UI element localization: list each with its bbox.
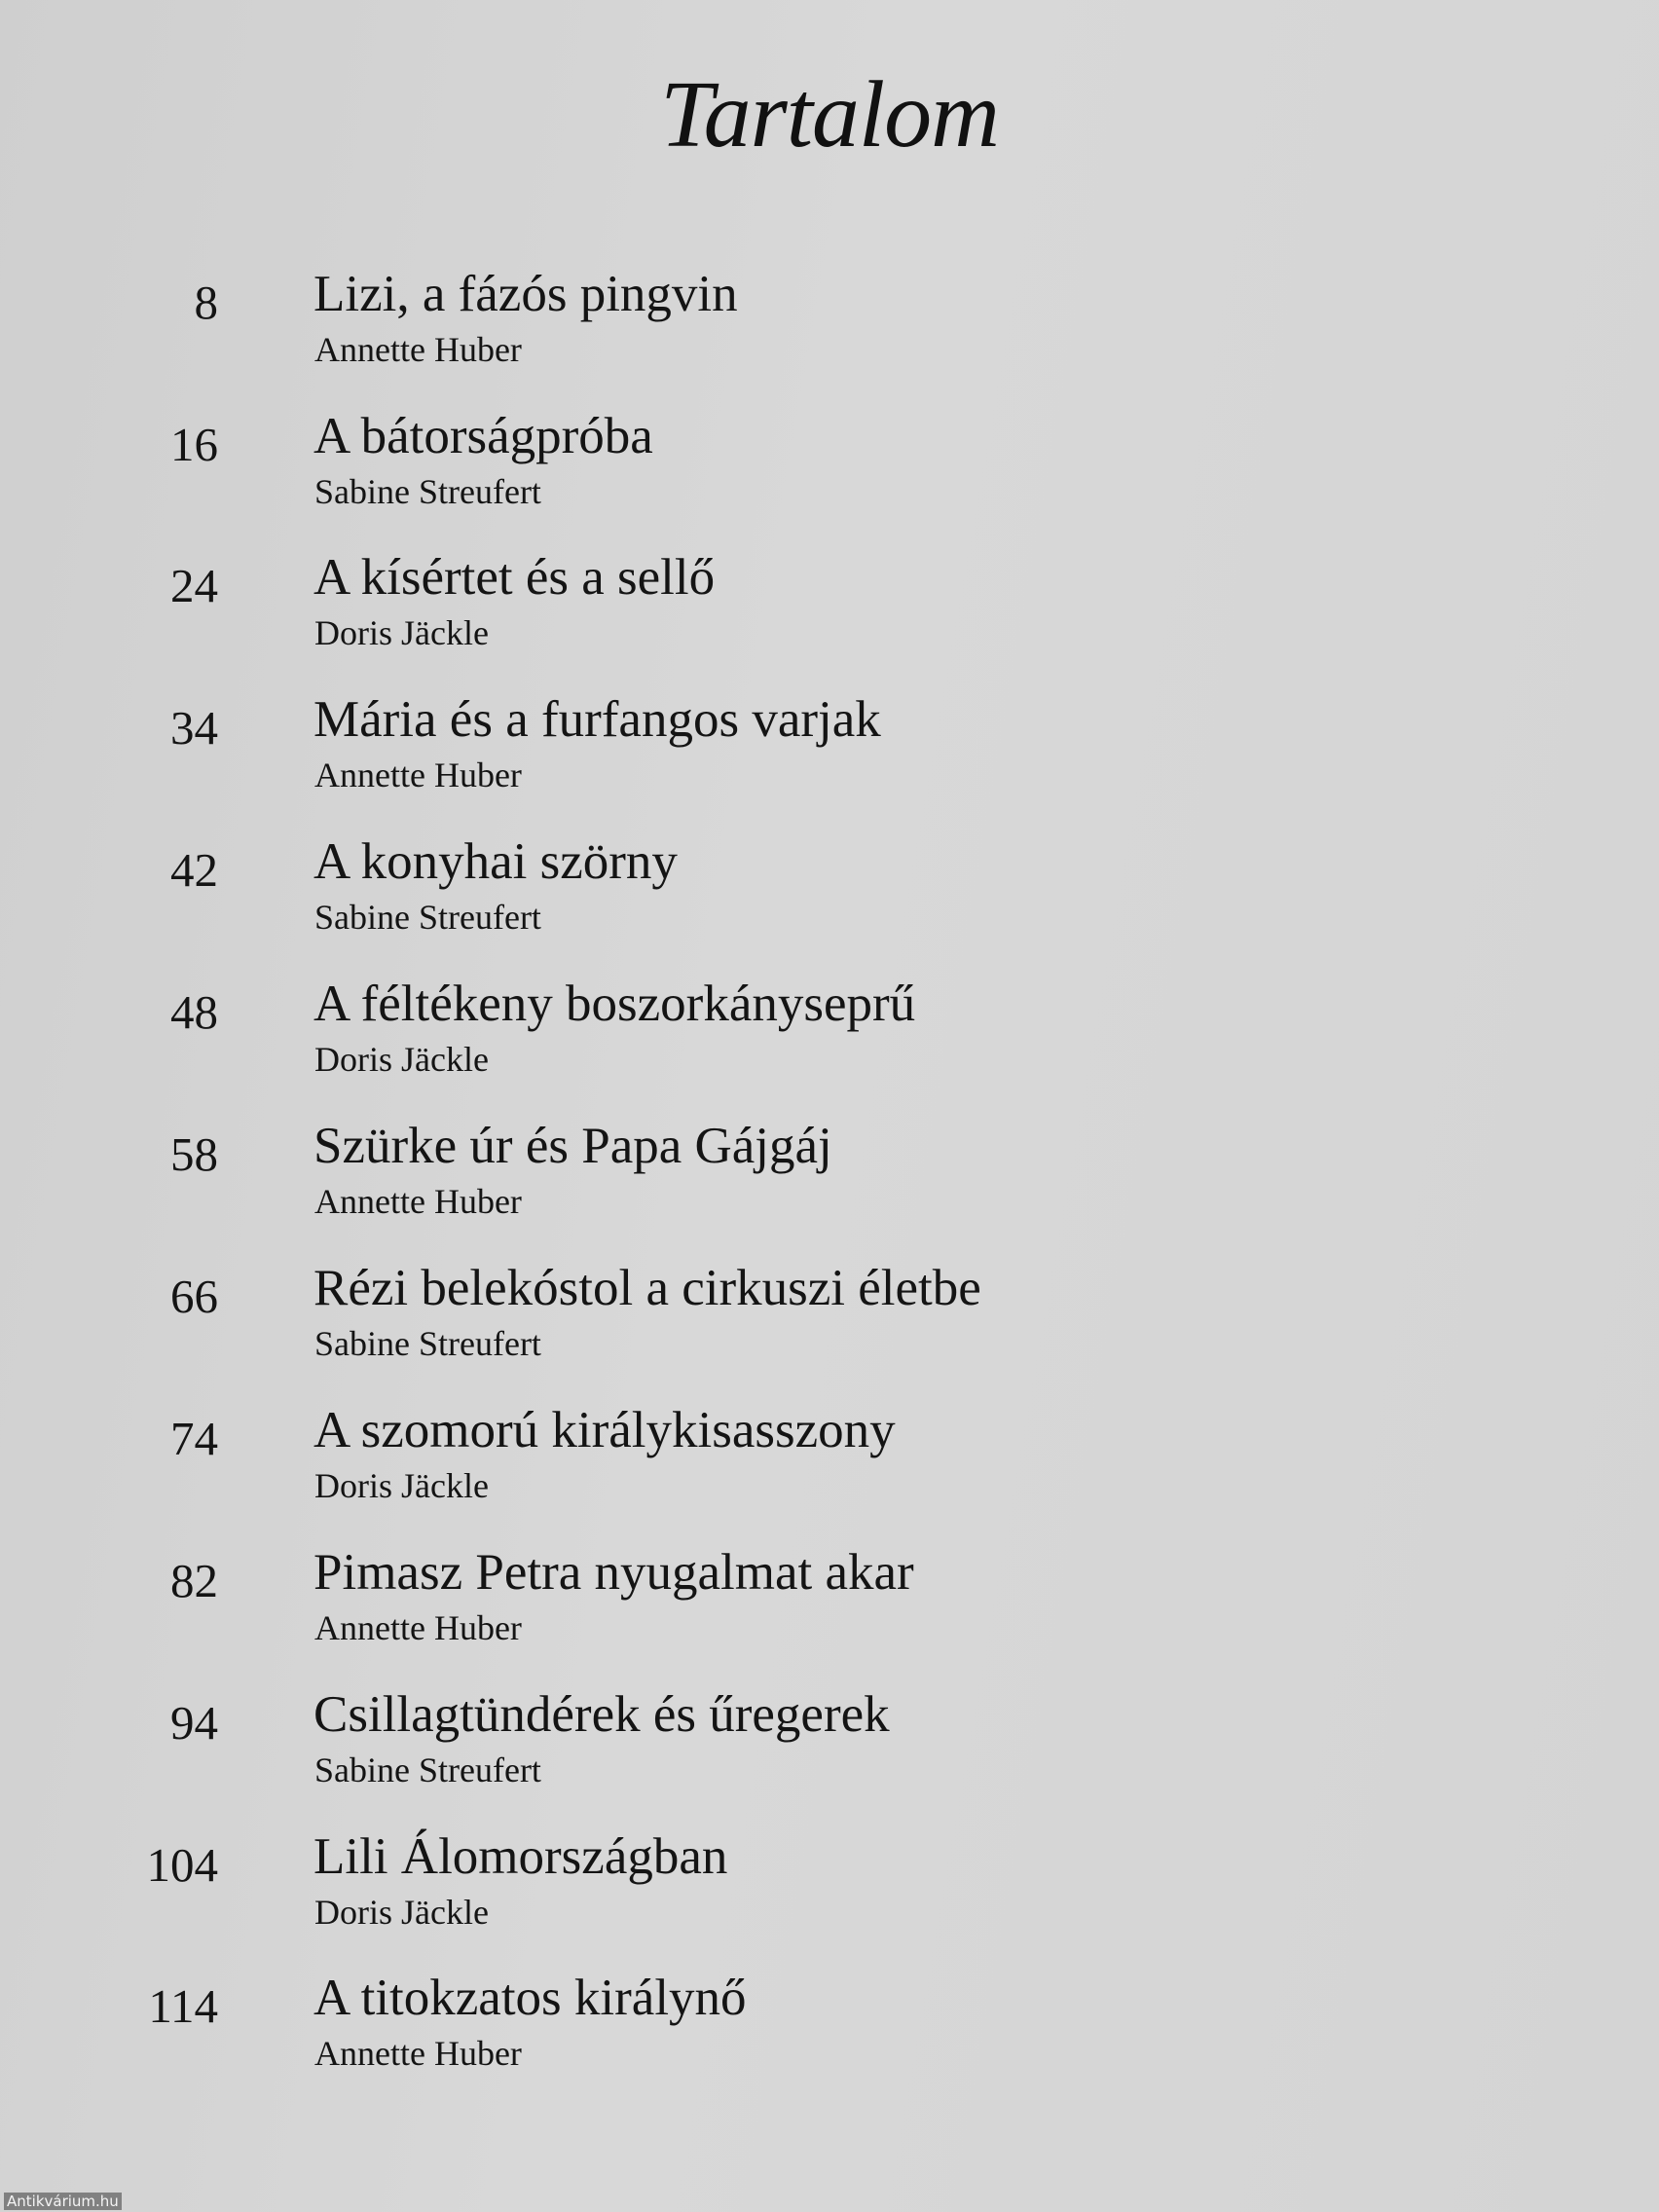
toc-story-author: Sabine Streufert <box>314 1751 541 1789</box>
toc-entry <box>0 1827 1659 1964</box>
toc-page-number: 58 <box>170 1127 218 1181</box>
toc-page-number: 24 <box>170 559 218 612</box>
toc-page-number: 8 <box>194 276 218 329</box>
toc-page-number: 34 <box>170 701 218 755</box>
toc-story-title: Csillagtündérek és űregerek <box>313 1686 890 1743</box>
toc-entry <box>0 1401 1659 1537</box>
toc-entry <box>0 1969 1659 2105</box>
toc-entry <box>0 1259 1659 1395</box>
toc-story-author: Annette Huber <box>314 330 522 369</box>
toc-story-title: A bátorságpróba <box>313 408 653 464</box>
toc-page-number: 16 <box>170 418 218 471</box>
toc-page-number: 48 <box>170 985 218 1039</box>
toc-page-number: 82 <box>170 1554 218 1607</box>
toc-story-title: Szürke úr és Papa Gájgáj <box>313 1118 832 1174</box>
toc-story-author: Annette Huber <box>314 1182 522 1221</box>
toc-story-title: Lizi, a fázós pingvin <box>313 266 738 322</box>
toc-story-author: Doris Jäckle <box>314 613 489 652</box>
page-title: Tartalom <box>660 62 999 167</box>
toc-page-number: 104 <box>146 1838 218 1892</box>
toc-story-author: Sabine Streufert <box>314 472 541 511</box>
toc-entry <box>0 832 1659 969</box>
toc-story-title: Rézi belekóstol a cirkuszi életbe <box>313 1260 981 1316</box>
toc-story-author: Doris Jäckle <box>314 1040 489 1079</box>
toc-story-author: Annette Huber <box>314 2034 522 2073</box>
toc-story-title: Pimasz Petra nyugalmat akar <box>313 1544 914 1601</box>
toc-story-title: Lili Álomországban <box>313 1828 728 1885</box>
toc-entry <box>0 1117 1659 1253</box>
toc-story-title: A féltékeny boszorkányseprű <box>313 976 916 1032</box>
toc-page-number: 114 <box>148 1979 218 2033</box>
toc-entry <box>0 548 1659 684</box>
toc-page-number: 42 <box>170 843 218 897</box>
toc-entry <box>0 407 1659 543</box>
toc-entry <box>0 975 1659 1111</box>
toc-story-title: A titokzatos királynő <box>313 1970 747 2026</box>
toc-story-author: Doris Jäckle <box>314 1466 489 1505</box>
toc-page-number: 94 <box>170 1696 218 1750</box>
toc-story-author: Sabine Streufert <box>314 1324 541 1363</box>
table-of-contents <box>0 265 1659 2095</box>
watermark: Antikvárium.hu <box>4 2193 122 2210</box>
toc-entry <box>0 690 1659 827</box>
toc-story-title: Mária és a furfangos varjak <box>313 691 881 748</box>
toc-story-title: A konyhai szörny <box>313 833 678 890</box>
toc-story-title: A szomorú királykisasszony <box>313 1402 896 1458</box>
toc-entry <box>0 1543 1659 1679</box>
toc-page-number: 74 <box>170 1412 218 1465</box>
toc-story-author: Sabine Streufert <box>314 898 541 937</box>
toc-entry <box>0 1685 1659 1822</box>
toc-story-author: Doris Jäckle <box>314 1893 489 1932</box>
toc-story-title: A kísértet és a sellő <box>313 549 716 606</box>
toc-page-number: 66 <box>170 1270 218 1323</box>
toc-story-author: Annette Huber <box>314 756 522 794</box>
toc-entry <box>0 265 1659 401</box>
toc-story-author: Annette Huber <box>314 1608 522 1647</box>
